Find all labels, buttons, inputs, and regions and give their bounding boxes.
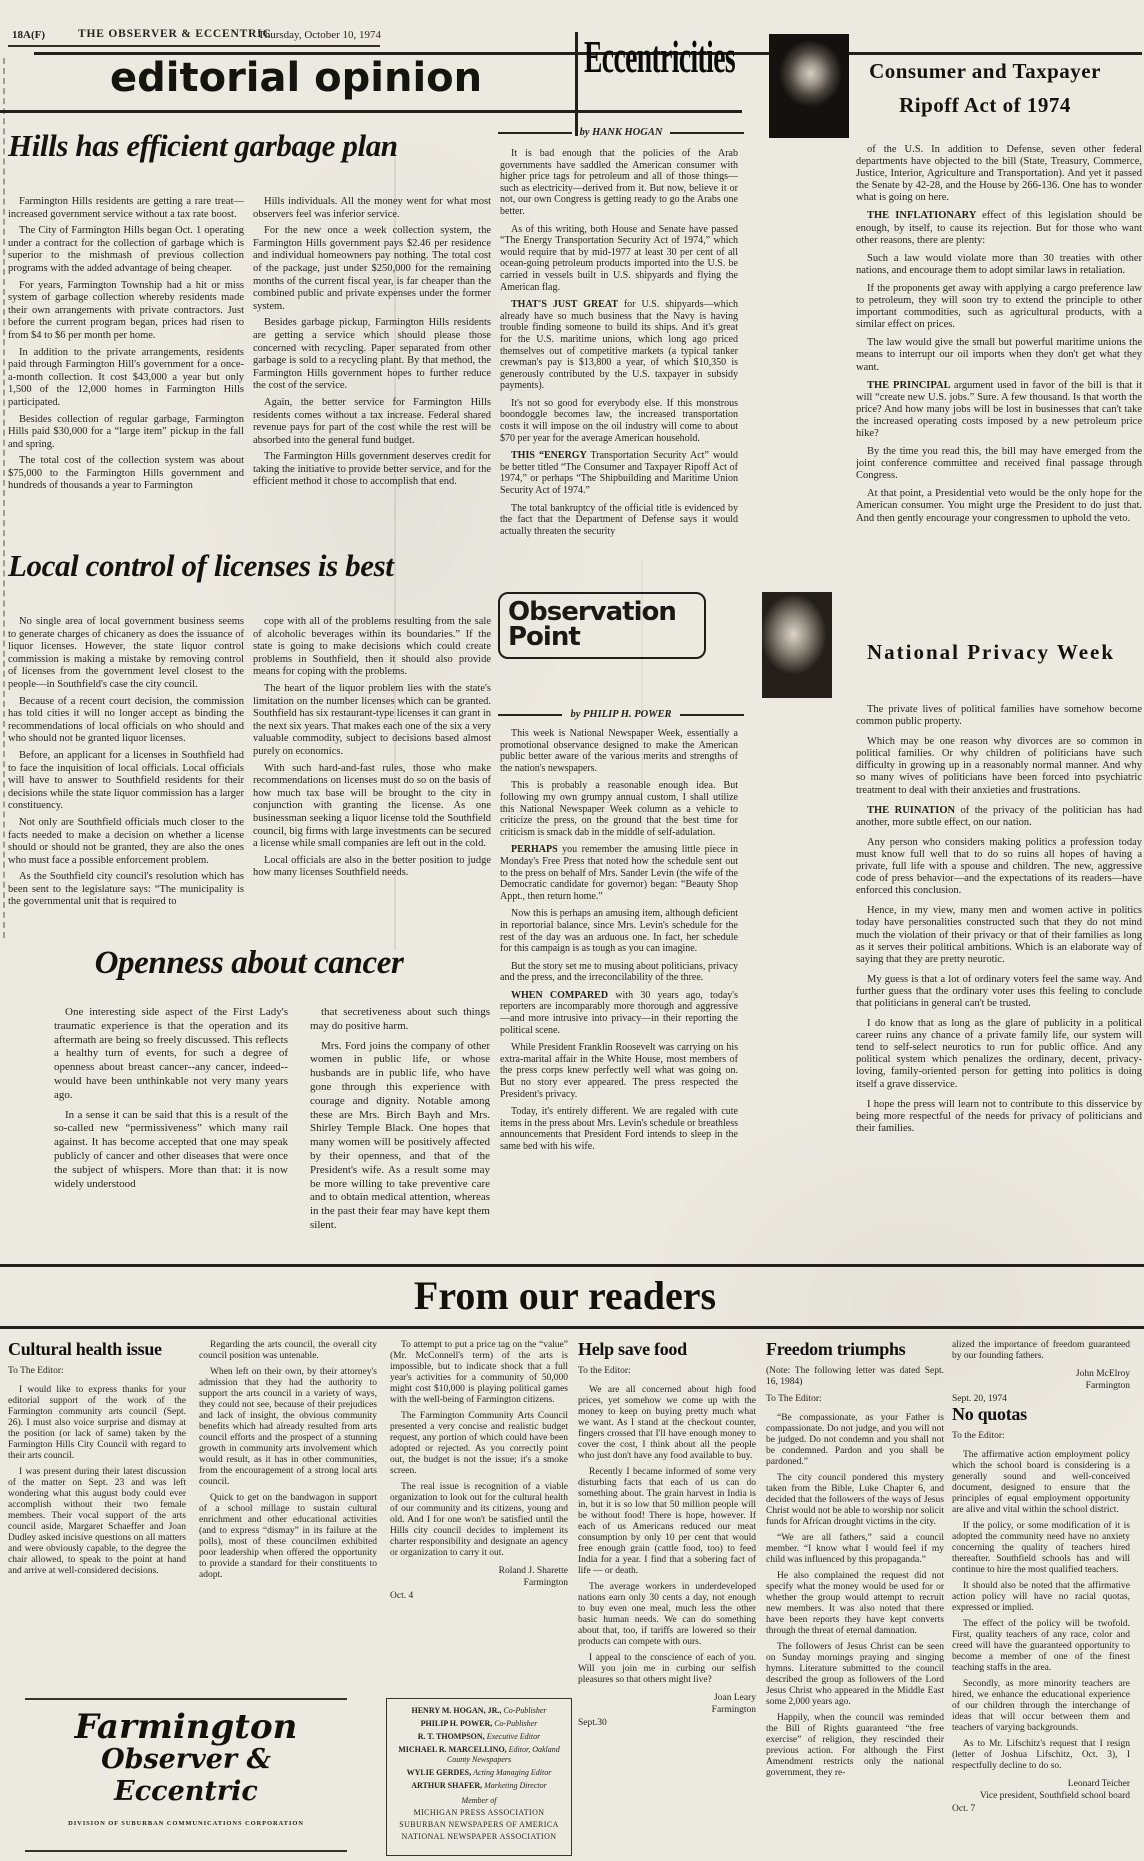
paragraph: cope with all of the problems resulting from the sale of alcoholic beverages within its boundaries.” If the state is going to make decisions which could create problems in Southfield, then it should also provide means for coping with the problems.	[253, 616, 491, 678]
section-title: editorial opinion	[110, 55, 483, 101]
paragraph: But the story set me to musing about politicians, privacy and the press, and the irreconcilability of the three.	[500, 960, 738, 984]
dateline: Thursday, October 10, 1974	[258, 29, 382, 41]
editorial-headline: Openness about cancer	[94, 945, 404, 981]
masthead-staff-box	[386, 1698, 572, 1856]
newspaper-logo-box	[25, 1698, 347, 1852]
text-line: SUBURBAN NEWSPAPERS OF AMERICA	[399, 1820, 559, 1829]
article-column	[253, 616, 491, 946]
letter-body	[766, 1413, 944, 1779]
paragraph: The total bankruptcy of the official title is evidenced by the fact that the Department of Defense says it would actually threaten the security	[500, 502, 738, 537]
paragraph: Now this is perhaps an amusing item, although deficient in reportorial balance, since Mrs. Levin's schedule for the rest of the day was an arduous one. In fact, her schedule for this campaign is as tough as you can imagine.	[500, 908, 738, 955]
header-rule	[8, 45, 380, 47]
paragraph: Happily, when the council was reminded the Bill of Rights guaranteed “the free exercise” of religion, they rescinded their previous action. For although the First Amendment restricts only the national government, they re-	[766, 1712, 944, 1778]
paragraph: Hence, in my view, many men and women active in politics today have personalities constructed such that they do not mind much the violation of their privacy or that of their families as long as it serves their political ambitions. Which is an elaborate way of saying that they are pretty neurotic.	[856, 905, 1142, 965]
signature-date: Sept.30	[578, 1717, 607, 1728]
article-column	[54, 1006, 288, 1264]
byline	[498, 128, 744, 139]
paragraph: The followers of Jesus Christ can be seen on Sunday mornings praying and singing hymns. Literature submitted to the council described the group as followers of the Lord Jesus Christ who appeared in the Middle East some 2,000 years ago.	[766, 1641, 944, 1707]
letter-salutation: To the Editor:	[578, 1365, 631, 1376]
paragraph: The private lives of political families have somehow become common public property.	[856, 704, 1142, 728]
signature-place: Farmington	[711, 1704, 756, 1715]
letter-signature	[952, 1778, 1130, 1815]
letter-signature	[578, 1692, 756, 1729]
columnist-photo	[769, 34, 849, 138]
letter-column-right	[952, 1340, 1130, 1856]
article-column	[310, 1006, 490, 1264]
paragraph: The heart of the liquor problem lies with the state's limitation on the number licenses which can be granted. Southfield has six restaurant-type licenses it can grant in the next six years. That makes each one of the six a very valuable commodity, subject to decisions based almost purely on economics.	[253, 682, 491, 757]
signature-name: Joan Leary	[714, 1692, 756, 1703]
paragraph: Which may be one reason why divorces are so common in political families. Or why children of politicians have such difficulty in growing up in a reasonably normal manner. And why so many wives of politicians have been forced into psychiatric treatment to deal with their anxieties and frustrations.	[856, 736, 1142, 796]
paragraph: THAT'S JUST GREAT for U.S. shipyards—which already have so much business that the Navy is having trouble finding someone to build its ships. And it's great for the U.S. maritime unions, which long ago priced themselves out of competitive markets (a typical tanker crewman's pay is $13,800 a year, of which $10,350 is generously contributed by the U.S. taxpayer in subsidy payments).	[500, 299, 738, 392]
logo-observer-eccentric: Observer & Eccentric	[101, 1744, 271, 1808]
letter-heading: Cultural health issue	[8, 1340, 162, 1359]
article-title	[845, 54, 1125, 122]
paragraph: Regarding the arts council, the overall city council position was untenable.	[199, 1340, 377, 1361]
paragraph: I do know that as long as the glare of publicity in a political career ruins any chance of a private family life, our system will tend to self-select neurotics to run for public office. And any political system which penalizes the ordinary, decent, privacy-loving, family-oriented person for getting into politics is doing itself a grave disservice.	[856, 1018, 1142, 1090]
text-line: PHILIP H. POWER, Co-Publisher	[420, 1719, 538, 1728]
signature-name: Roland J. Sharette	[498, 1566, 568, 1576]
paragraph: By the time you read this, the bill may have emerged from the joint conference committee and received final passage through Congress.	[856, 446, 1142, 482]
paragraph: We are all concerned about high food prices, yet somehow we come up with the money to keep on buying pretty much what we want. As I stand at the checkout counter, fingers crossed that I'll have enough money to cover the cost, I think about all the people who just don't have any food available to buy.	[578, 1384, 756, 1461]
letter-signature	[952, 1368, 1130, 1405]
paragraph: For the new once a week collection system, the Farmington Hills government pays $2.46 per residence and individual homeowners pay nothing. The total cost of the package, just under $250,000 for the remaining months of the current fiscal year, is far cheaper than the combined public and private expenses under the former system.	[253, 225, 491, 312]
text-line: R. T. THOMPSON, Executive Editor	[417, 1732, 541, 1741]
letter-note: (Note: The following letter was dated Sept. 16, 1984)	[766, 1365, 944, 1387]
article-column	[8, 196, 244, 546]
text-line: MICHAEL R. MARCELLINO, Editor, Oakland County Newspapers	[398, 1745, 560, 1764]
editorial-cancer	[8, 946, 490, 981]
signature-place: Farmington	[1085, 1381, 1130, 1391]
article-title: National Privacy Week	[866, 640, 1116, 664]
paragraph: Besides collection of regular garbage, Farmington Hills paid $30,000 for a “large item” pickup in the fall and spring.	[8, 413, 244, 450]
paragraph: Secondly, as more minority teachers are hired, we enhance the educational experience of our children through the interchange of ideas that will occur between them and teachers of varying backgrounds.	[952, 1678, 1130, 1733]
paragraph: Before, an applicant for a licenses in Southfield had to face the inquisition of local officials. Local officials will have to answer to Southfield residents for their decisions while the state liquor commission has a larger constituency.	[8, 749, 244, 812]
association-list	[393, 1808, 565, 1842]
logo-farmington: Farmington	[74, 1707, 298, 1747]
paragraph: The Farmington Community Arts Council presented a very concise and realistic budget request, any portion of which could have been adopted or rejected. As you correctly point out, the budget is not the issue; it's a smoke screen.	[390, 1411, 568, 1476]
paragraph: WHEN COMPARED with 30 years ago, today's reporters are incomparably more thorough and aggressive—and more intrusive into privacy—in their reporting the political scene.	[500, 989, 738, 1036]
columnist-photo	[762, 592, 832, 698]
editorial-garbage	[8, 130, 490, 163]
paragraph: The total cost of the collection system was about $75,000 to the Farmington Hills government and hundreds of thousands a year to Farmington	[8, 455, 244, 492]
letter-body	[199, 1340, 377, 1581]
letter-body	[390, 1340, 568, 1559]
text-line: WYLIE GERDES, Acting Managing Editor	[406, 1768, 552, 1777]
paragraph: If the proponents get away with applying a cargo preference law to petroleum, they will soon try to extend the principle to other important commodities, such as agricultural products, with a similar effect on prices.	[856, 282, 1142, 331]
paragraph: I hope the press will learn not to contribute to this disservice by being more respectful of the needs for privacy of politicians and their families.	[856, 1098, 1142, 1134]
paragraph: Any person who considers making politics a profession today must know full well that to do so ruins all hopes of having a private, full life with a spouse and children. The new, aggressive code of press behavior—and the expectations of its readers—have enforced this conclusion.	[856, 836, 1142, 897]
section-rule	[0, 1326, 1144, 1329]
paragraph: In addition to the private arrangements, residents paid through Farmington Hill's government for a once-a-month collection. It cost $43,000 a year but only 1,500 of the 12,000 homes in Farmington Hills participated.	[8, 346, 244, 408]
paragraph: Again, the better service for Farmington Hills residents comes without a tax increase. Federal shared revenue pays for part of the cost while the rest will be absorbed into the general fund budget.	[253, 396, 491, 446]
paragraph: As the Southfield city council's resolution which has been sent to the legislature says: “The municipality is the governmental unit that is required to	[8, 871, 244, 908]
text-line: NATIONAL NEWSPAPER ASSOCIATION	[401, 1832, 557, 1841]
letter-body	[952, 1450, 1130, 1772]
paragraph: Because of a recent court decision, the commission has told cities it will no longer accept as binding the recommendations of local officials on who should and who should not be granted liquor licenses.	[8, 695, 244, 745]
letter-freedom-triumphs	[766, 1340, 944, 1856]
signature-name: John McElroy	[1075, 1369, 1130, 1379]
letter-heading: No quotas	[952, 1404, 1027, 1424]
paragraph: I was present during their latest discussion of the matter on Sept. 23 and was left wondering what this august body could ever accomplish without their two female members. Their vocal support of the arts council aside, Margaret Schaeffer and Joan Dudley asked incisive questions on all matters and were obviously capable, to the degree the chair allowed, to speak to the point at hand and arrive at well-considered decisions.	[8, 1466, 186, 1576]
paragraph: It is bad enough that the policies of the Arab governments have saddled the American consumer with higher price tags for petroleum and all of those things—such as electricity—derived from it. But now, believe it or not, our own Congress is getting ready to go the Arabs one better.	[500, 148, 738, 217]
paragraph: It's not so good for everybody else. If this monstrous boondoggle becomes law, the increased transportation costs it will impose on the oil industry will come to about $70 per year for the average American household.	[500, 397, 738, 444]
letter-signature	[390, 1565, 568, 1602]
paragraph: Farmington Hills residents are getting a rare treat— increased government service without a tax rate boost.	[8, 196, 244, 220]
section-rule	[0, 1264, 1144, 1267]
article-column	[8, 616, 244, 946]
staff-list	[393, 1706, 565, 1791]
byline-text: by HANK HOGAN	[579, 127, 663, 138]
paragraph: As to Mr. Lifschitz's request that I resign (letter of Joshua Lifschitz, Oct. 3), I respectfully decline to do so.	[952, 1738, 1130, 1771]
paragraph: With such hard-and-fast rules, those who make recommendations on licenses must do so on the basis of how much tax base will be brought to the city in conjunction with granting the license. As one businessman seeking a liquor license told the Southfield council, big firms with large investments can be secured a license while small companies are left out in the cold.	[253, 762, 491, 850]
signature-date: Sept. 20, 1974	[952, 1394, 1007, 1404]
paragraph: The law would give the small but powerful maritime unions the means to interrupt our oil imports when they don't get what they want.	[856, 337, 1142, 373]
signature-date: Oct. 7	[952, 1803, 976, 1814]
page-number: 18A(F)	[12, 29, 45, 41]
paragraph: Today, it's entirely different. We are regaled with cute items in the press about Mrs. Levin's schedule or breathless announcements that President Ford intends to sleep in the same bed with his wife.	[500, 1106, 738, 1152]
paragraph: The average workers in underdeveloped nations earn only 30 cents a day, not enough to buy even one meal, much less the other basic human needs. We can do something about that, too, if tariffs are lowered so their products can compete with ours.	[578, 1581, 756, 1647]
signature-name: Leonard Teicher	[1067, 1778, 1130, 1789]
paragraph: Besides garbage pickup, Farmington Hills residents are getting a service which should please those concerned with recycling. Paper separated from other garbage is sold to a recycling plant. By that method, the Farmington Hills government hopes to further reduce the cost of the service.	[253, 317, 491, 392]
paragraph: THE PRINCIPAL argument used in favor of the bill is that it will “create new U.S. jobs.” Sure. A few thousand. Is that worth the price? And how many jobs will be lost in businesses that can't take the increased operating costs imposed by a new petroleum price hike?	[856, 379, 1142, 439]
paragraph: Quick to get on the bandwagon in support of a school millage to sustain cultural enrichment and other educational activities (and to express “dismay” in its failure at the polls), most of these councilmen exhibited poor leadership when offered the opportunity to provide a standard for their constituents to adopt.	[199, 1493, 377, 1580]
text-line: MICHIGAN PRESS ASSOCIATION	[413, 1808, 545, 1817]
letter-body	[578, 1385, 756, 1686]
paragraph: It should also be noted that the affirmative action policy will have no racial quotas, expressed or implied.	[952, 1580, 1130, 1613]
signature-place: Farmington	[523, 1578, 568, 1588]
letter-salutation: To The Editor:	[766, 1393, 822, 1404]
article-column	[253, 196, 491, 546]
paragraph: THE INFLATIONARY effect of this legislation should be enough, by itself, to cause its rejection. But for those who want other reasons, there are plenty:	[856, 210, 1142, 246]
letter-continuation: alized the importance of freedom guaranteed by our founding fathers.	[952, 1340, 1130, 1361]
title-line: Ripoff Act of 1974	[899, 93, 1071, 117]
division-line: DIVISION OF SUBURBAN COMMUNICATIONS CORPORATION	[68, 1819, 304, 1827]
editorial-licenses	[8, 550, 490, 583]
paragraph: No single area of local government business seems to generate charges of chicanery as does the issuance of liquor licenses. However, the state liquor control commission is making a mistake by removing control of licenses from the government level closest to the people—in Southfield's case the city council.	[8, 616, 244, 690]
paragraph: Local officials are also in the better position to judge how many licenses Southfield needs.	[253, 854, 491, 879]
paragraph: The city council pondered this mystery taken from the Bible, Luke Chapter 6, and decided that the followers of the ways of Jesus Christ would not be able to worship nor solicit funds for African drought victims in the city.	[766, 1472, 944, 1527]
paragraph: This is probably a reasonable enough idea. But following my own grumpy annual custom, I shall utilize this National Newspaper Week column as a vehicle to criticize the press, on the ground that the best time for criticism is smack dab in the middle of self-adulation.	[500, 780, 738, 838]
paragraph: Such a law would violate more than 30 treaties with other nations, and encourage them to adopt similar laws in retaliation.	[856, 252, 1142, 276]
logo-line: Point	[508, 622, 580, 653]
paragraph: The effect of the policy will be twofold. First, quality teachers of any race, color and creed will have the guaranteed opportunity to become a member of one of the finest teaching staffs in the area.	[952, 1618, 1130, 1673]
paragraph: that secretiveness about such things may do positive harm.	[310, 1006, 490, 1032]
newspaper-name: THE OBSERVER & ECCENTRIC	[78, 28, 272, 40]
editorial-headline: Hills has efficient garbage plan	[8, 128, 398, 163]
article-column	[856, 144, 1142, 614]
text-line: ARTHUR SHAFER, Marketing Director	[411, 1781, 547, 1790]
paragraph: When left on their own, by their attorney's admission that they had the authority to support the arts council in a variety of ways, they could not see, because of their prejudices and lack of insight, the obvious community benefits which had already resulted from arts council efforts and the prospect of a stunning growth in community arts involvement which would result, as it has in other communities, from the encouragement of a strong local arts council.	[199, 1367, 377, 1487]
paragraph: At that point, a Presidential veto would be the only hope for the American consumer. You might urge the President to do just that. And then gently encourage your congressmen to uphold the veto.	[856, 488, 1142, 524]
logo-line: Observation	[508, 597, 676, 627]
member-of-label: Member of	[461, 1796, 497, 1805]
scan-fold-dashes	[3, 58, 5, 938]
column-logo-observation-point	[498, 592, 706, 659]
paragraph: In a sense it can be said that this is a result of the so-called new “permissiveness” which many rail against. It has become accepted that one may speak publicly of cancer and other diseases that were once the subject of whispers. More than that: it is now widely understood	[54, 1108, 288, 1190]
paragraph: If the policy, or some modification of it is adopted the community need have no anxiety concerning the quality of teachers hired thereafter. Southfield schools has and will continue to hire the most qualified teachers.	[952, 1520, 1130, 1575]
column-logo-eccentricities: Eccentricities	[584, 31, 735, 82]
paragraph: Hills individuals. All the money went for what most observers feel was inferior service.	[253, 196, 491, 220]
paragraph: The affirmative action employment policy which the school board is considering is a generally sound and well-conceived document, designed to ensure that the principles of equal employment opportunity are alive and vital within the school district.	[952, 1449, 1130, 1515]
paragraph: “Be compassionate, as your Father is compassionate. Do not judge, and you will not be judged. Do not condemn and you shall not be condemned. Pardon and you shall be pardoned.”	[766, 1412, 944, 1467]
paragraph: One interesting side aspect of the First Lady's traumatic experience is that the operation and its aftermath are being so freely discussed. This reflects a healthy turn of events, for such a degree of openness about breast cancer--any cancer, indeed--would have been unthinkable not very many years ago.	[54, 1006, 288, 1101]
text-line: HENRY M. HOGAN, JR., Co-Publisher	[411, 1706, 547, 1715]
letter-heading: Help save food	[578, 1340, 687, 1359]
section-rule	[0, 110, 742, 113]
paragraph: Not only are Southfield officials much closer to the facts needed to make a decision on whether a license should or should not be granted, they are also the ones who must face a possible enforcement problem.	[8, 816, 244, 866]
paragraph: THE RUINATION of the privacy of the politician has had another, more subtle effect, on our nation.	[856, 804, 1142, 828]
paragraph: Mrs. Ford joins the company of other women in public life, or whose husbands are in public life, who have gone through this experience with courage and dignity. Notable among these are Mrs. Birch Bayh and Mrs. Shirley Temple Black. One hopes that many women will be positively affected by their openness, and that of the President's wife. As a result some may be more willing to take preventive care and to obtain medical attention, whereas in the past their fear may have kept them silent.	[310, 1039, 490, 1231]
letter-body	[8, 1385, 186, 1577]
letters-section-title: From our readers	[413, 1273, 717, 1318]
letter-salutation: To the Editor:	[952, 1430, 1005, 1441]
paragraph: He also complained the request did not specify what the money would be used for or whether the group would attempt to recruit new members. It was also noted that there have been reports they have kept converts through the threat of eternal damnation.	[766, 1570, 944, 1636]
paragraph: This week is National Newspaper Week, essentially a promotional observance designed to make the American public better aware of the various merits and strengths of the nation's newspapers.	[500, 728, 738, 774]
paragraph: As of this writing, both House and Senate have passed “The Energy Transportation Security Act of 1974,” which would require that by mid-1977 at least 30 per cent of all ocean-going petroleum products imported into the U.S. be carried in vessels built in U.S. shipyards and flying the American flag.	[500, 223, 738, 293]
paragraph: While President Franklin Roosevelt was carrying on his extra-marital affair in the White House, most members of the press corps knew perfectly well what was going on. But no story ever appeared. The press respected the President's privacy.	[500, 1042, 738, 1100]
signature-date: Oct. 4	[390, 1591, 414, 1601]
paragraph: To attempt to put a price tag on the “value” (Mr. McConnell's term) of the arts is impossible, but to indicate shock that a full year's activities for a community of 50,000 might cost $10,000 is playing political games with the well-being of Farmington citizens.	[390, 1340, 568, 1405]
paragraph: I appeal to the conscience of each of you. Will you join me in curbing our selfish pleasures so that others might live?	[578, 1652, 756, 1685]
paragraph: For years, Farmington Township had a hit or miss system of garbage collection whereby residents made their own arrangements with private contractors. Just before the current program began, prices had risen to from $4 to $6 per month per home.	[8, 279, 244, 341]
byline-text: by PHILIP H. POWER	[570, 709, 672, 720]
paragraph: My guess is that a lot of ordinary voters feel the same way. And further guess that the ordinary voter uses this feeling to conclude that politicians in general can't be trusted.	[856, 973, 1142, 1009]
column-body	[500, 148, 738, 582]
column-divider-rule	[575, 32, 578, 136]
column-body	[500, 728, 738, 1256]
paragraph: “We are all fathers,” said a council member. “I know what I would feel if my child was influenced by this propaganda.”	[766, 1532, 944, 1565]
letter-salutation: To The Editor:	[8, 1365, 64, 1376]
paragraph: Recently I became informed of some very disturbing facts that each of us can do something about. The grain harvest in India is in, but it is so low that 50 million people will be without food! There is hope, however. If each of us Americans reduced our meat consumption by only 10 per cent that would free enough grain (cattle food, too) to feed India for a year. I find that a sobering fact of life — or death.	[578, 1466, 756, 1576]
letter-help-save-food	[578, 1340, 756, 1856]
paragraph: The real issue is recognition of a viable organization to look out for the cultural health of our community and its citizens, young and old. And I for one won't be satisfied until the Hills city council decides to implement its charter responsibility and designate an agency or organization to carry it out.	[390, 1482, 568, 1558]
paragraph: THIS “ENERGY Transportation Security Act” would be better titled “The Consumer and Taxpayer Ripoff Act of 1974,” or perhaps “The Shipbuilding and Maritime Union Security Act of 1974.”	[500, 450, 738, 497]
title-line: Consumer and Taxpayer	[869, 59, 1101, 83]
byline	[498, 710, 744, 721]
paragraph: The City of Farmington Hills began Oct. 1 operating under a contract for the collection of garbage which is superior to the mishmash of previous collection programs with the added advantage of being cheaper.	[8, 225, 244, 274]
signature-place: Vice president, Southfield school board	[979, 1790, 1130, 1801]
paragraph: The Farmington Hills government deserves credit for taking the initiative to provide better service, and for the efficient method it chose to accomplish that end.	[253, 451, 491, 488]
article-column	[856, 704, 1142, 1258]
letter-heading: Freedom triumphs	[766, 1340, 906, 1359]
paragraph: of the U.S. In addition to Defense, seven other federal departments have objected to the bill (State, Treasury, Commerce, Justice, Interior, Agriculture and Transportation). And yet it passed the Senate by 42-28, and the House by 266-136. One has to wonder what is going on here.	[856, 144, 1142, 204]
editorial-headline: Local control of licenses is best	[8, 548, 394, 583]
paragraph: I would like to express thanks for your editorial support of the work of the Farmington community arts council (Sept. 26). I must also voice surprise and dismay at the position (or lack of same) taken by the Farmington Hills City Council with regard to their arts council.	[8, 1384, 186, 1461]
paragraph: PERHAPS you remember the amusing little piece in Monday's Free Press that noted how the schedule sent out to the press on behalf of Mrs. Sander Levin (the wife of the Democratic candidate for governor) began: “Beauty Shop Appt., then return home.”	[500, 844, 738, 902]
